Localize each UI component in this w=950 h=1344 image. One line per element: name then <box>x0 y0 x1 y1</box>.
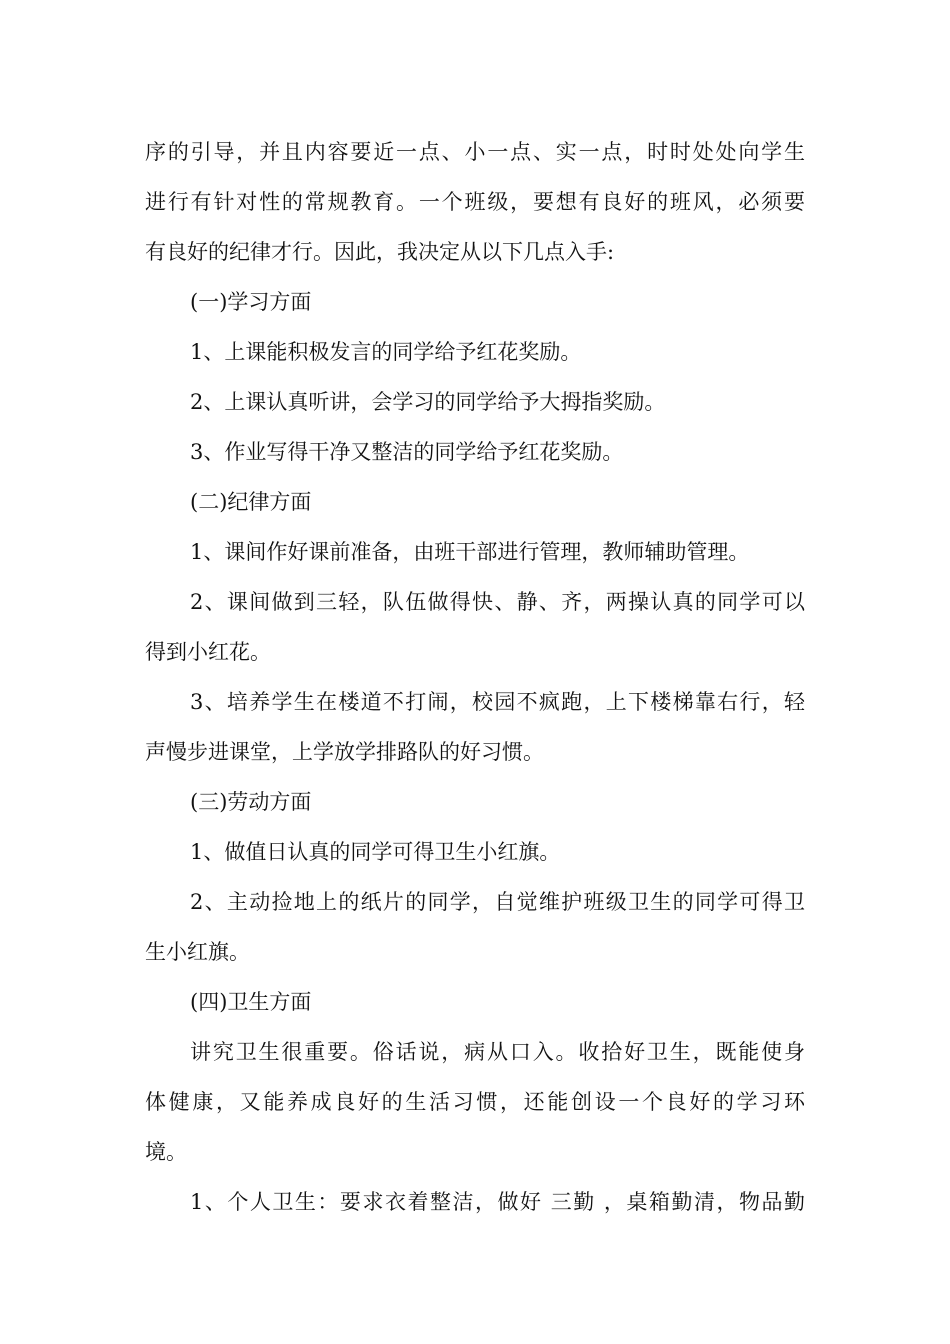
paragraph-line: 进行有针对性的常规教育。一个班级，要想有良好的班风，必须要 <box>145 190 805 214</box>
list-item: 2、上课认真听讲，会学习的同学给予大拇指奖励。 <box>190 390 666 414</box>
list-item: 2、课间做到三轻，队伍做得快、静、齐，两操认真的同学可以 <box>190 590 805 614</box>
list-item: 2、主动捡地上的纸片的同学，自觉维护班级卫生的同学可得卫 <box>190 890 805 914</box>
list-item-continuation: 生小红旗。 <box>145 940 250 964</box>
section-heading: (四)卫生方面 <box>190 990 312 1014</box>
list-item: 1、课间作好课前准备，由班干部进行管理，教师辅助管理。 <box>190 540 750 564</box>
list-item: 1、个人卫生：要求衣着整洁，做好 三勤 ，桌箱勤清，物品勤 <box>190 1190 805 1214</box>
list-item: 3、培养学生在楼道不打闹，校园不疯跑，上下楼梯靠右行，轻 <box>190 690 805 714</box>
section-heading: (二)纪律方面 <box>190 490 312 514</box>
paragraph-line: 有良好的纪律才行。因此，我决定从以下几点入手: <box>145 240 615 264</box>
paragraph-line: 境。 <box>145 1140 187 1164</box>
list-item: 1、上课能积极发言的同学给予红花奖励。 <box>190 340 582 364</box>
paragraph-line: 序的引导，并且内容要近一点、小一点、实一点，时时处处向学生 <box>145 140 805 164</box>
section-heading: (三)劳动方面 <box>190 790 312 814</box>
list-item-continuation: 得到小红花。 <box>145 640 271 664</box>
section-heading: (一)学习方面 <box>190 290 312 314</box>
list-item: 1、做值日认真的同学可得卫生小红旗。 <box>190 840 561 864</box>
list-item-continuation: 声慢步进课堂，上学放学排路队的好习惯。 <box>145 740 544 764</box>
paragraph-line: 体健康，又能养成良好的生活习惯，还能创设一个良好的学习环 <box>145 1090 805 1114</box>
paragraph-line: 讲究卫生很重要。俗话说，病从口入。收拾好卫生，既能使身 <box>190 1040 805 1064</box>
list-item: 3、作业写得干净又整洁的同学给予红花奖励。 <box>190 440 624 464</box>
